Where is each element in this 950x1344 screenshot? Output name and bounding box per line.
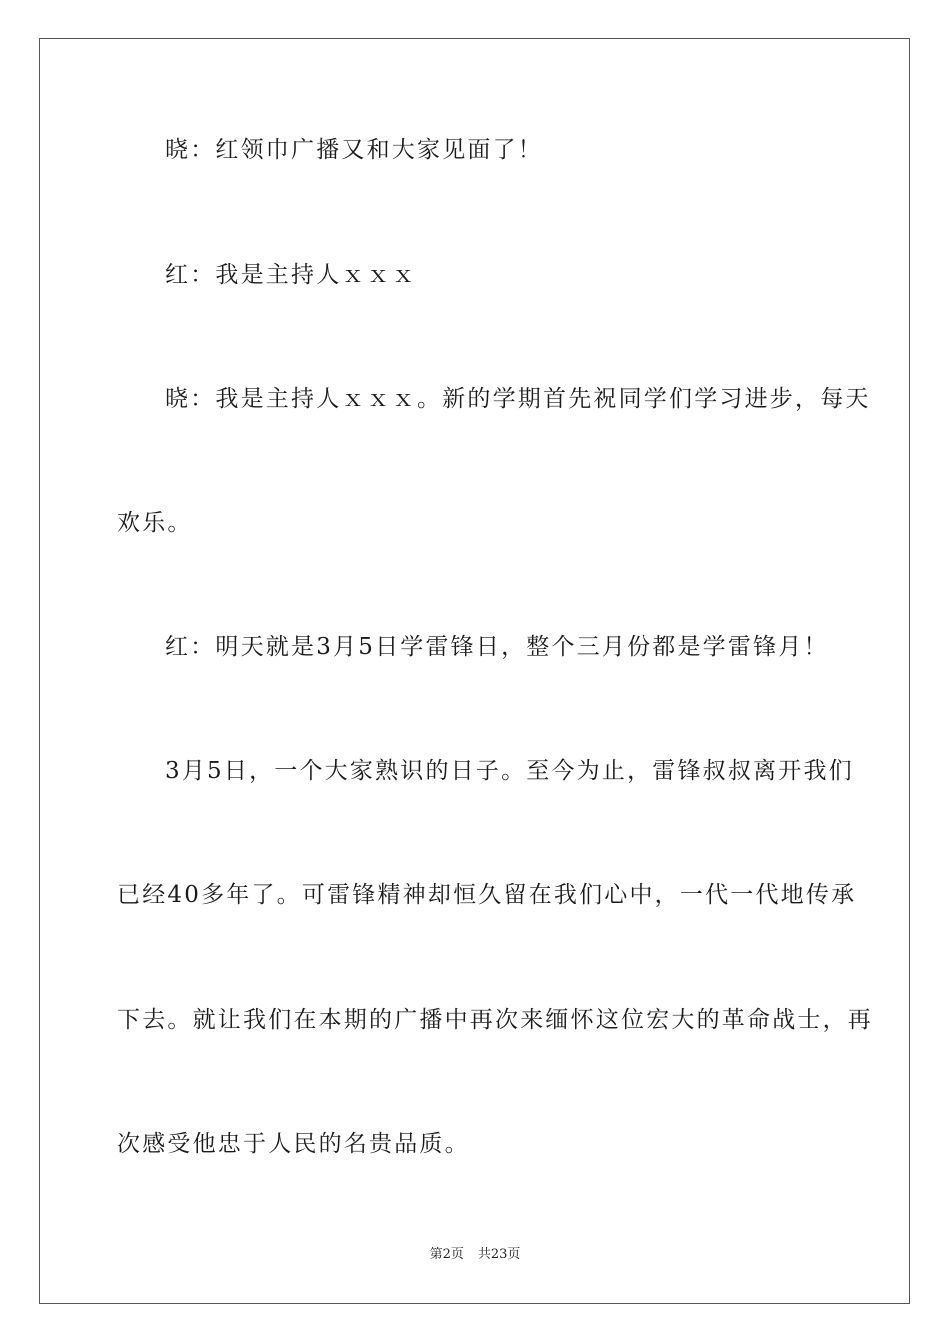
paragraph-line: 已经40多年了。可雷锋精神却恒久留在我们心中，一代一代地传承 [117,882,857,908]
page-total: 共23页 [477,1247,521,1262]
paragraph-line: 欢乐。 [117,510,193,536]
paragraph-line: 次感受他忠于人民的名贵品质。 [117,1131,470,1157]
paragraph-line: 3月5日，一个大家熟识的日子。至今为止，雷锋叔叔离开我们 [165,758,854,784]
page-border [39,38,910,1304]
dialogue-line: 晓：红领巾广播又和大家见面了！ [165,137,543,163]
page-footer [0,1247,950,1263]
dialogue-line: 红：我是主持人ｘｘｘ [165,262,417,288]
paragraph-line: 晓：我是主持人ｘｘｘ。新的学期首先祝同学们学习进步，每天 [165,386,871,412]
paragraph-line: 下去。就让我们在本期的广播中再次来缅怀这位宏大的革命战士，再 [117,1007,873,1033]
page-number: 第2页 [429,1247,464,1262]
dialogue-line: 红：明天就是3月5日学雷锋日，整个三月份都是学雷锋月！ [165,634,829,660]
